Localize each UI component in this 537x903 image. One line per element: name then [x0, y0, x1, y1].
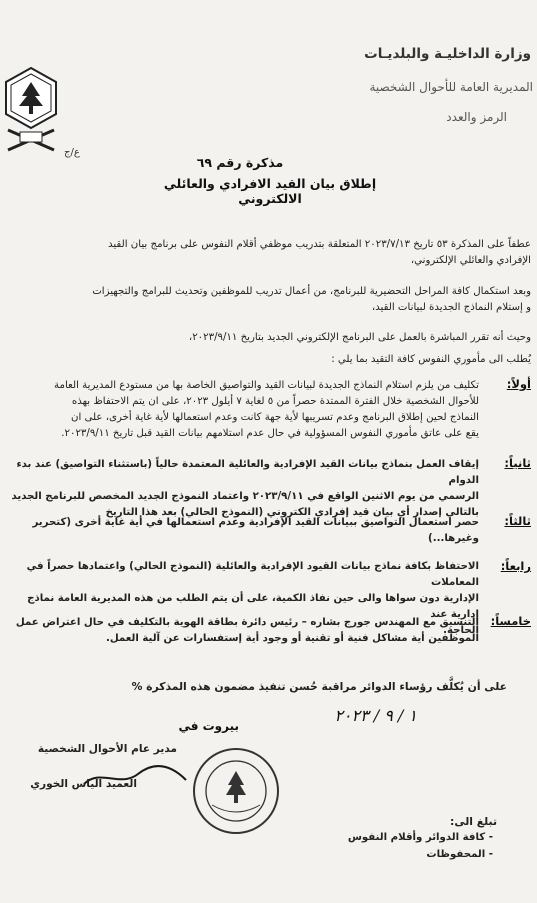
item-5-body [3, 615, 479, 647]
official-stamp-icon [190, 745, 282, 837]
paragraph-1-line: عطفاً على المذكرة ٥٣ تاريخ ٢٠٢٣/٧/١٣ المتعلقة بتدريب موظفي أقلام النفوس على برنامج بيان القيد [108, 239, 531, 250]
memo-subject: إطلاق بيان القيد الافرادي والعائلي الالكتروني [163, 176, 377, 206]
memo-number: مذكرة رقم ٦٩ [196, 155, 284, 170]
item-1-label: أولاً: [506, 377, 531, 391]
paragraph-2 [6, 284, 531, 316]
item-line: وغيرها...) [428, 533, 479, 544]
item-4-label: رابعاً: [500, 559, 531, 573]
item-line: يقع على عاتق مأموري النفوس المسؤولية في حال عدم استلامهم بيانات القيد قبل تاريخ ٢٠٢٣/٩/١١. [61, 428, 479, 439]
item-3-body [3, 515, 479, 547]
item-line: النماذج لحين إطلاق البرنامج وعدم تسريبها لأية جهة كانت وعدم استعمالها لأية غاية أخرى، على ان [71, 412, 479, 423]
item-line: الرسمي من يوم الاثنين الواقع في ٢٠٢٣/٩/١١ واعتماد النموذج الجديد المخصص للبرنامج الجديد [11, 491, 479, 502]
item-line: الحاجة. [443, 625, 479, 636]
paragraph-2-line: و إستلام النماذج الجديدة لبيانات القيد، [371, 302, 531, 313]
distribution-item: - المحفوظات [426, 849, 493, 860]
signatory-title: مدير عام الأحوال الشخصية [37, 743, 177, 755]
item-line: تكليف من يلزم استلام النماذج الجديدة لبيانات القيد والتواصيق الخاصة بها من مستودع المديرية العامة [54, 380, 479, 391]
ministry-emblem-icon [2, 66, 60, 154]
item-line: إيقاف العمل بنماذج بيانات القيد الإفرادية والعائلية المعتمدة حالياً (باستثناء التواصيق) عند بدء الدوام [16, 459, 479, 486]
directorate-name: المديرية العامة للأحوال الشخصية [369, 80, 533, 94]
item-line: الإدارية دون سواها والى حين نفاذ الكمية، على أن يتم الطلب من هذه المديرية العامة نماذج إدارية عند [27, 593, 479, 620]
item-1-body [3, 378, 479, 442]
handwritten-date: ١ / ٩ / ٢٠٢٣ [334, 706, 417, 725]
item-line: الموظفين أية مشاكل فنية أو تقنية أو وجود أية إستفسارات عن آلية العمل. [105, 633, 479, 644]
paragraph-4: يُطلب الى مأموري النفوس كافة التقيد بما يلي : [331, 354, 531, 365]
ministry-name: وزارة الداخليـة والبلديـات [364, 46, 531, 62]
item-line: التنسيق مع المهندس جورج بشاره – رئيس دائرة بطاقة الهوية بالتكليف في حال اعتراض عمل [15, 617, 479, 628]
reference-mark: ع/ج [64, 147, 80, 158]
item-line: حصر استعمال التواصيق ببيانات القيد الإفرادية وعدم استعمالها في أية غاية أخرى (كتحرير [32, 517, 479, 528]
paragraph-1-line: الإفرادي والعائلي الإلكتروني، [410, 255, 531, 266]
item-5-label: خامساً: [490, 614, 531, 628]
item-3-label: ثالثاً: [504, 514, 531, 528]
distribution-item: - كافة الدوائر وأقلام النفوس [347, 832, 493, 843]
item-line: الاحتفاظ بكافة نماذج بيانات القيود الإفرادية والعائلية (النموذج الحالي) واعتمادها حصراً في المعاملات [26, 561, 479, 588]
item-line: بالتالي إصدار أي بيان قيد إفرادي الكتروني (النموذج الحالي) بعد هذا التاريخ [105, 507, 479, 518]
item-2-label: ثانياً: [504, 456, 531, 470]
office-line: الرمز والعدد [446, 110, 507, 124]
paragraph-1 [6, 237, 531, 269]
closing-statement: على أن يُكلَّف رؤساء الدوائر مراقبة حُسن تنفيذ مضمون هذه المذكرة % [131, 680, 507, 693]
date-place: بيروت في [178, 719, 239, 733]
paragraph-2-line: وبعد استكمال كافة المراحل التحضيرية للبرنامج، من أعمال تدريب للموظفين وتحديث للبرامج والتجهيزات [92, 286, 531, 297]
item-line: للأحوال الشخصية خلال الفترة الممتدة حصراً من ٥ لغاية ٧ أيلول ٢٠٢٣، على ان يتم الاحتفاظ بهذه [71, 396, 479, 407]
item-2-body [3, 457, 479, 521]
signatory-name: العميد الياس الخوري [30, 778, 137, 790]
paragraph-3: وحيث أنه تقرر المباشرة بالعمل على البرنامج الإلكتروني الجديد بتاريخ ٢٠٢٣/٩/١١، [188, 332, 531, 343]
distribution-heading: تبلغ الى: [450, 815, 497, 828]
